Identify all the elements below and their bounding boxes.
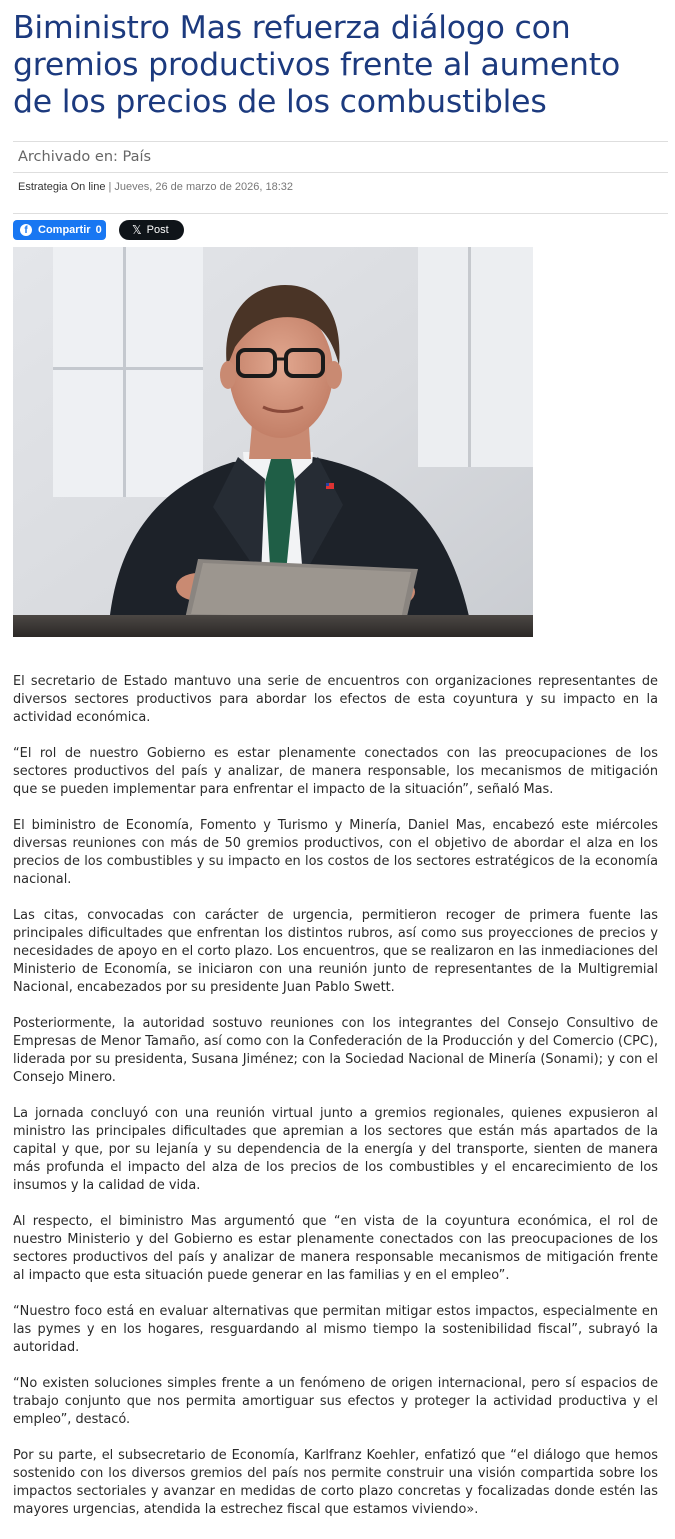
article-paragraph: Las citas, convocadas con carácter de urgencia, permitieron recoger de primera fuente las principales dificultades que enfrentan los distintos rubros, así como sus proyecciones de precios y necesidades de apoyo en el corto plazo. Los encuentros, que se realizaron en las inmediaciones del Ministerio de Economía, se iniciaron con una reunión junto de representantes de la Multigremial Nacional, encabezados por su presidente Juan Pablo Swett.: [13, 908, 658, 995]
byline: [13, 174, 668, 214]
facebook-icon: f: [20, 224, 32, 236]
byline-source[interactable]: Estrategia On line: [18, 181, 106, 193]
x-post-label: Post: [146, 224, 169, 236]
article-paragraph: “Nuestro foco está en evaluar alternativas que permitan mitigar estos impactos, especialmente en las pymes y en los hogares, resguardando al mismo tiempo la sostenibilidad fiscal”, subrayó la autoridad.: [13, 1304, 658, 1355]
article-paragraph: “El rol de nuestro Gobierno es estar plenamente conectados con las preocupaciones de los sectores productivos del país y analizar, de manera responsable, los mecanismos de mitigación que se pueden implementar para enfrentar el impacto de la situación”, señaló Mas.: [13, 746, 658, 797]
article-paragraph: El secretario de Estado mantuvo una serie de encuentros con organizaciones representantes de diversos sectores productivos para abordar los efectos de esta coyuntura y su impacto en la actividad económica.: [13, 674, 658, 725]
x-icon: 𝕏: [132, 223, 142, 237]
facebook-share-button[interactable]: [13, 220, 106, 240]
article-title: Biministro Mas refuerza diálogo con gremios productivos frente al aumento de los precios de los combustibles: [13, 10, 621, 120]
article-paragraph: La jornada concluyó con una reunión virtual junto a gremios regionales, quienes expusieron al ministro las principales dificultades que apremian a los sectores que están más apartados de la capital y que, por su lejanía y su dependencia de la energía y del transporte, sienten de manera más profunda el impacto del alza de los precios de los combustibles y el encarecimiento de los insumos y la calidad de vida.: [13, 1106, 658, 1193]
byline-date: Jueves, 26 de marzo de 2026, 18:32: [114, 181, 293, 193]
article-body: [13, 673, 658, 1537]
article-paragraph: Posteriormente, la autoridad sostuvo reuniones con los integrantes del Consejo Consultivo de Empresas de Menor Tamaño, así como con la Confederación de la Producción y del Comercio (CPC), liderada por su presidenta, Susana Jiménez; con la Sociedad Nacional de Minería (Sonami); y con el Consejo Minero.: [13, 1016, 658, 1085]
facebook-share-label: Compartir: [38, 224, 91, 236]
archived-category[interactable]: Archivado en: País: [13, 141, 668, 173]
facebook-share-count: 0: [95, 224, 102, 236]
person-photo: [13, 247, 533, 637]
article-paragraph: Por su parte, el subsecretario de Economía, Karlfranz Koehler, enfatizó que “el diálogo que hemos sostenido con los diversos gremios del país nos permite construir una visión compartida sobre los impactos sectoriales y avanzar en medidas de corto plazo concretas y focalizadas donde estén las mayores urgencias, atendida la estrechez fiscal que estamos viviendo».: [13, 1448, 658, 1517]
article-paragraph: Al respecto, el biministro Mas argumentó que “en vista de la coyuntura económica, el rol de nuestro Ministerio y del Gobierno es estar plenamente conectados con las preocupaciones de los sectores productivos del país y analizar de manera responsable mecanismos de mitigación frente al impacto que esta situación puede generar en las familias y en el empleo”.: [13, 1214, 658, 1283]
byline-separator: |: [105, 181, 115, 193]
article-paragraph: El biministro de Economía, Fomento y Turismo y Minería, Daniel Mas, encabezó este miércoles diversas reuniones con más de 50 gremios productivos, con el objetivo de abordar el alza en los precios de los combustibles y su impacto en los costos de los sectores estratégicos de la economía nacional.: [13, 818, 658, 887]
article-photo: [13, 247, 533, 637]
article-paragraph: “No existen soluciones simples frente a un fenómeno de origen internacional, pero sí espacios de trabajo conjunto que nos permita amortiguar sus efectos y proteger la actividad productiva y el empleo”, destacó.: [13, 1376, 658, 1427]
x-post-button[interactable]: [119, 220, 184, 240]
